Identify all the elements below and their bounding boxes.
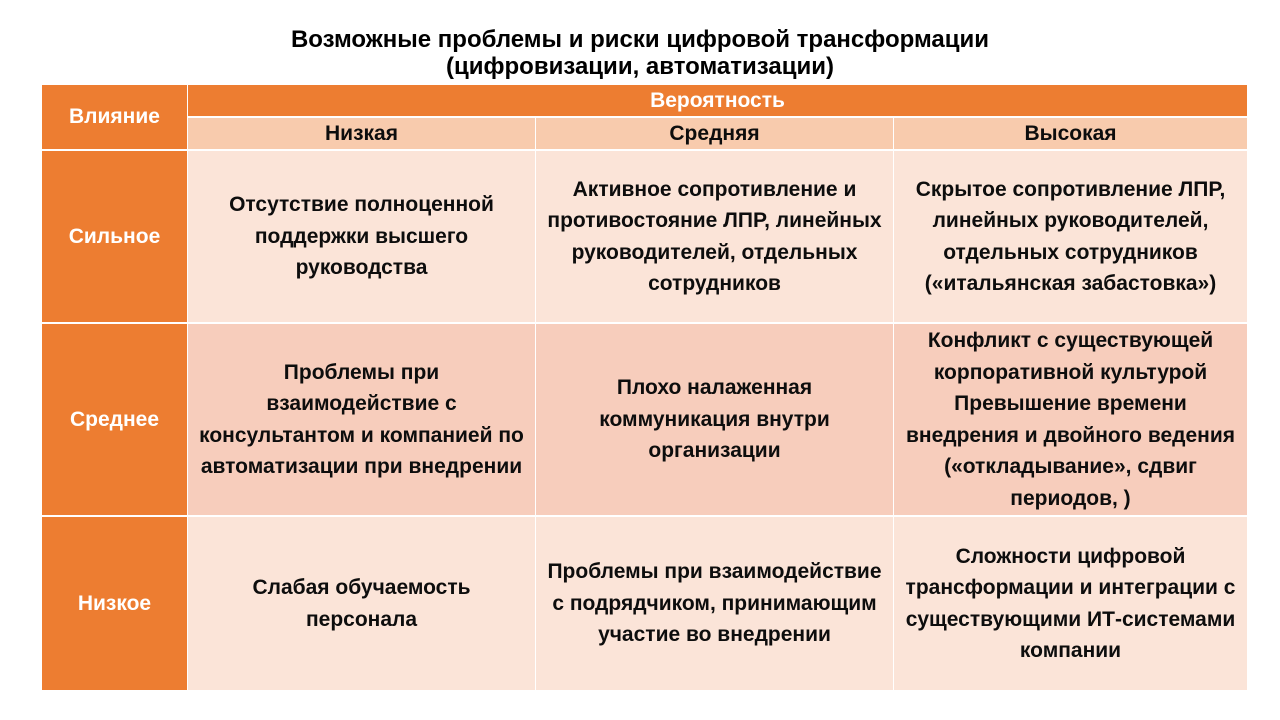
column-header-medium: Средняя xyxy=(536,118,893,149)
page-title xyxy=(0,26,1280,80)
risk-cell-medium-high: Конфликт с существующей корпоративной культурой Превышение времени внедрения и двойного ведения («откладывание», сдвиг периодов, ) xyxy=(894,324,1247,515)
title-line-1: Возможные проблемы и риски цифровой трансформации xyxy=(290,26,990,53)
risk-cell-strong-medium: Активное сопротивление и противостояние ЛПР, линейных руководителей, отдельных сотрудников xyxy=(536,151,893,322)
impact-header: Влияние xyxy=(42,85,187,149)
column-header-low: Низкая xyxy=(188,118,535,149)
risk-cell-strong-low: Отсутствие полноценной поддержки высшего руководства xyxy=(188,151,535,322)
title-line-2: (цифровизации, автоматизации) xyxy=(446,53,834,80)
probability-header: Вероятность xyxy=(188,85,1247,116)
risk-cell-medium-medium: Плохо налаженная коммуникация внутри организации xyxy=(536,324,893,515)
risk-matrix-table xyxy=(42,85,1247,690)
row-label-medium: Среднее xyxy=(42,324,187,515)
risk-cell-low-medium: Проблемы при взаимодействие с подрядчиком, принимающим участие во внедрении xyxy=(536,517,893,690)
column-header-high: Высокая xyxy=(894,118,1247,149)
row-label-strong: Сильное xyxy=(42,151,187,322)
row-label-low: Низкое xyxy=(42,517,187,690)
risk-cell-medium-low: Проблемы при взаимодействие с консультантом и компанией по автоматизации при внедрении xyxy=(188,324,535,515)
risk-cell-low-low: Слабая обучаемость персонала xyxy=(188,517,535,690)
risk-cell-low-high: Сложности цифровой трансформации и интеграции с существующими ИТ-системами компании xyxy=(894,517,1247,690)
risk-cell-strong-high: Скрытое сопротивление ЛПР, линейных руководителей, отдельных сотрудников («итальянская забастовка») xyxy=(894,151,1247,322)
